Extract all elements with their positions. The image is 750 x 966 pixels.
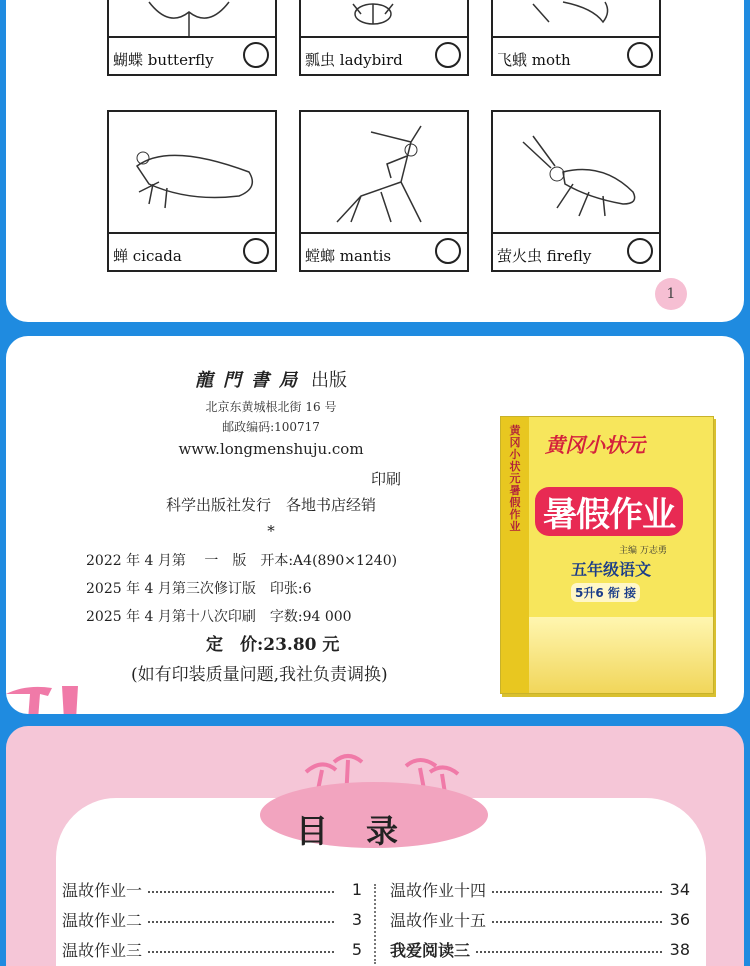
toc-item[interactable]: 温故作业三 5 — [62, 939, 362, 960]
toc-item[interactable]: 温故作业十五 36 — [390, 909, 690, 930]
insect-card-ladybird — [299, 0, 469, 76]
toc-item[interactable]: 温故作业二 3 — [62, 909, 362, 930]
book-beach-illustration — [529, 617, 713, 693]
insect-caption: 蝉 cicada — [113, 247, 182, 265]
page-number-badge: 1 — [655, 278, 687, 310]
colophon-panel — [6, 336, 744, 714]
contents-left-column — [62, 874, 362, 964]
answer-circle[interactable] — [435, 42, 461, 68]
insect-caption: 蝴蝶 butterfly — [113, 51, 214, 69]
insect-card-mantis — [299, 110, 469, 272]
insect-worksheet — [6, 0, 744, 322]
butterfly-drawing — [109, 0, 275, 38]
contents-panel — [6, 726, 744, 966]
insect-card-firefly — [491, 110, 661, 272]
insect-caption: 飞蛾 moth — [497, 51, 571, 69]
mantis-drawing — [301, 112, 467, 234]
moth-drawing — [493, 0, 659, 38]
toc-item[interactable]: 温故作业一 1 — [62, 879, 362, 900]
edition-row: 2025 年 4 月第三次修订版 印张:6 — [86, 581, 312, 597]
toc-item[interactable]: 温故作业十四 34 — [390, 879, 690, 900]
insect-card-cicada — [107, 110, 277, 272]
website: www.longmenshuju.com — [178, 440, 364, 458]
cicada-drawing — [109, 112, 275, 234]
answer-circle[interactable] — [243, 42, 269, 68]
insect-card-moth — [491, 0, 661, 76]
distribution-line: 科学出版社发行 各地书店经销 — [165, 496, 376, 514]
publisher-logo: 龍門書局 — [195, 370, 307, 391]
pink-decoration-icon — [6, 680, 86, 714]
quality-notice: (如有印装质量问题,我社负责调换) — [131, 665, 388, 685]
answer-circle[interactable] — [627, 42, 653, 68]
price: 定 价:23.80 元 — [206, 635, 340, 655]
answer-circle[interactable] — [627, 238, 653, 264]
insect-caption: 瓢虫 ladybird — [305, 51, 403, 69]
publisher-line — [86, 366, 456, 392]
edition-row: 2025 年 4 月第十八次印刷 字数:94 000 — [86, 609, 352, 625]
book-editor: 主编 万志勇 — [619, 546, 667, 556]
book-title: 暑假作业 — [535, 487, 683, 536]
ladybird-drawing — [301, 0, 467, 38]
publisher-address: 北京东黄城根北街 16 号 — [205, 400, 337, 414]
contents-right-column — [390, 874, 690, 964]
answer-circle[interactable] — [435, 238, 461, 264]
book-spine: 黄冈小状元 暑假作业 — [501, 417, 529, 693]
column-divider — [374, 884, 376, 964]
firefly-drawing — [493, 112, 659, 234]
toc-item[interactable]: 我爱阅读三 38 — [390, 939, 690, 960]
book-brand: 黄冈小状元 — [545, 433, 645, 457]
answer-circle[interactable] — [243, 238, 269, 264]
publish-word: 出版 — [311, 370, 347, 391]
book-grade: 五年级语文 — [571, 560, 652, 579]
edition-row: 2022 年 4 月第 一 版 开本:A4(890×1240) — [86, 553, 398, 569]
postcode: 邮政编码:100717 — [222, 420, 320, 434]
book-bridge-badge: 5升6 衔 接 — [571, 583, 640, 602]
insect-caption: 萤火虫 firefly — [497, 247, 592, 265]
insect-card-butterfly — [107, 0, 277, 76]
print-word: 印刷 — [370, 470, 401, 488]
insect-caption: 螳螂 mantis — [305, 247, 392, 265]
asterisk: * — [267, 522, 275, 540]
book-cover — [500, 416, 714, 694]
contents-title: 目录 — [296, 812, 437, 850]
